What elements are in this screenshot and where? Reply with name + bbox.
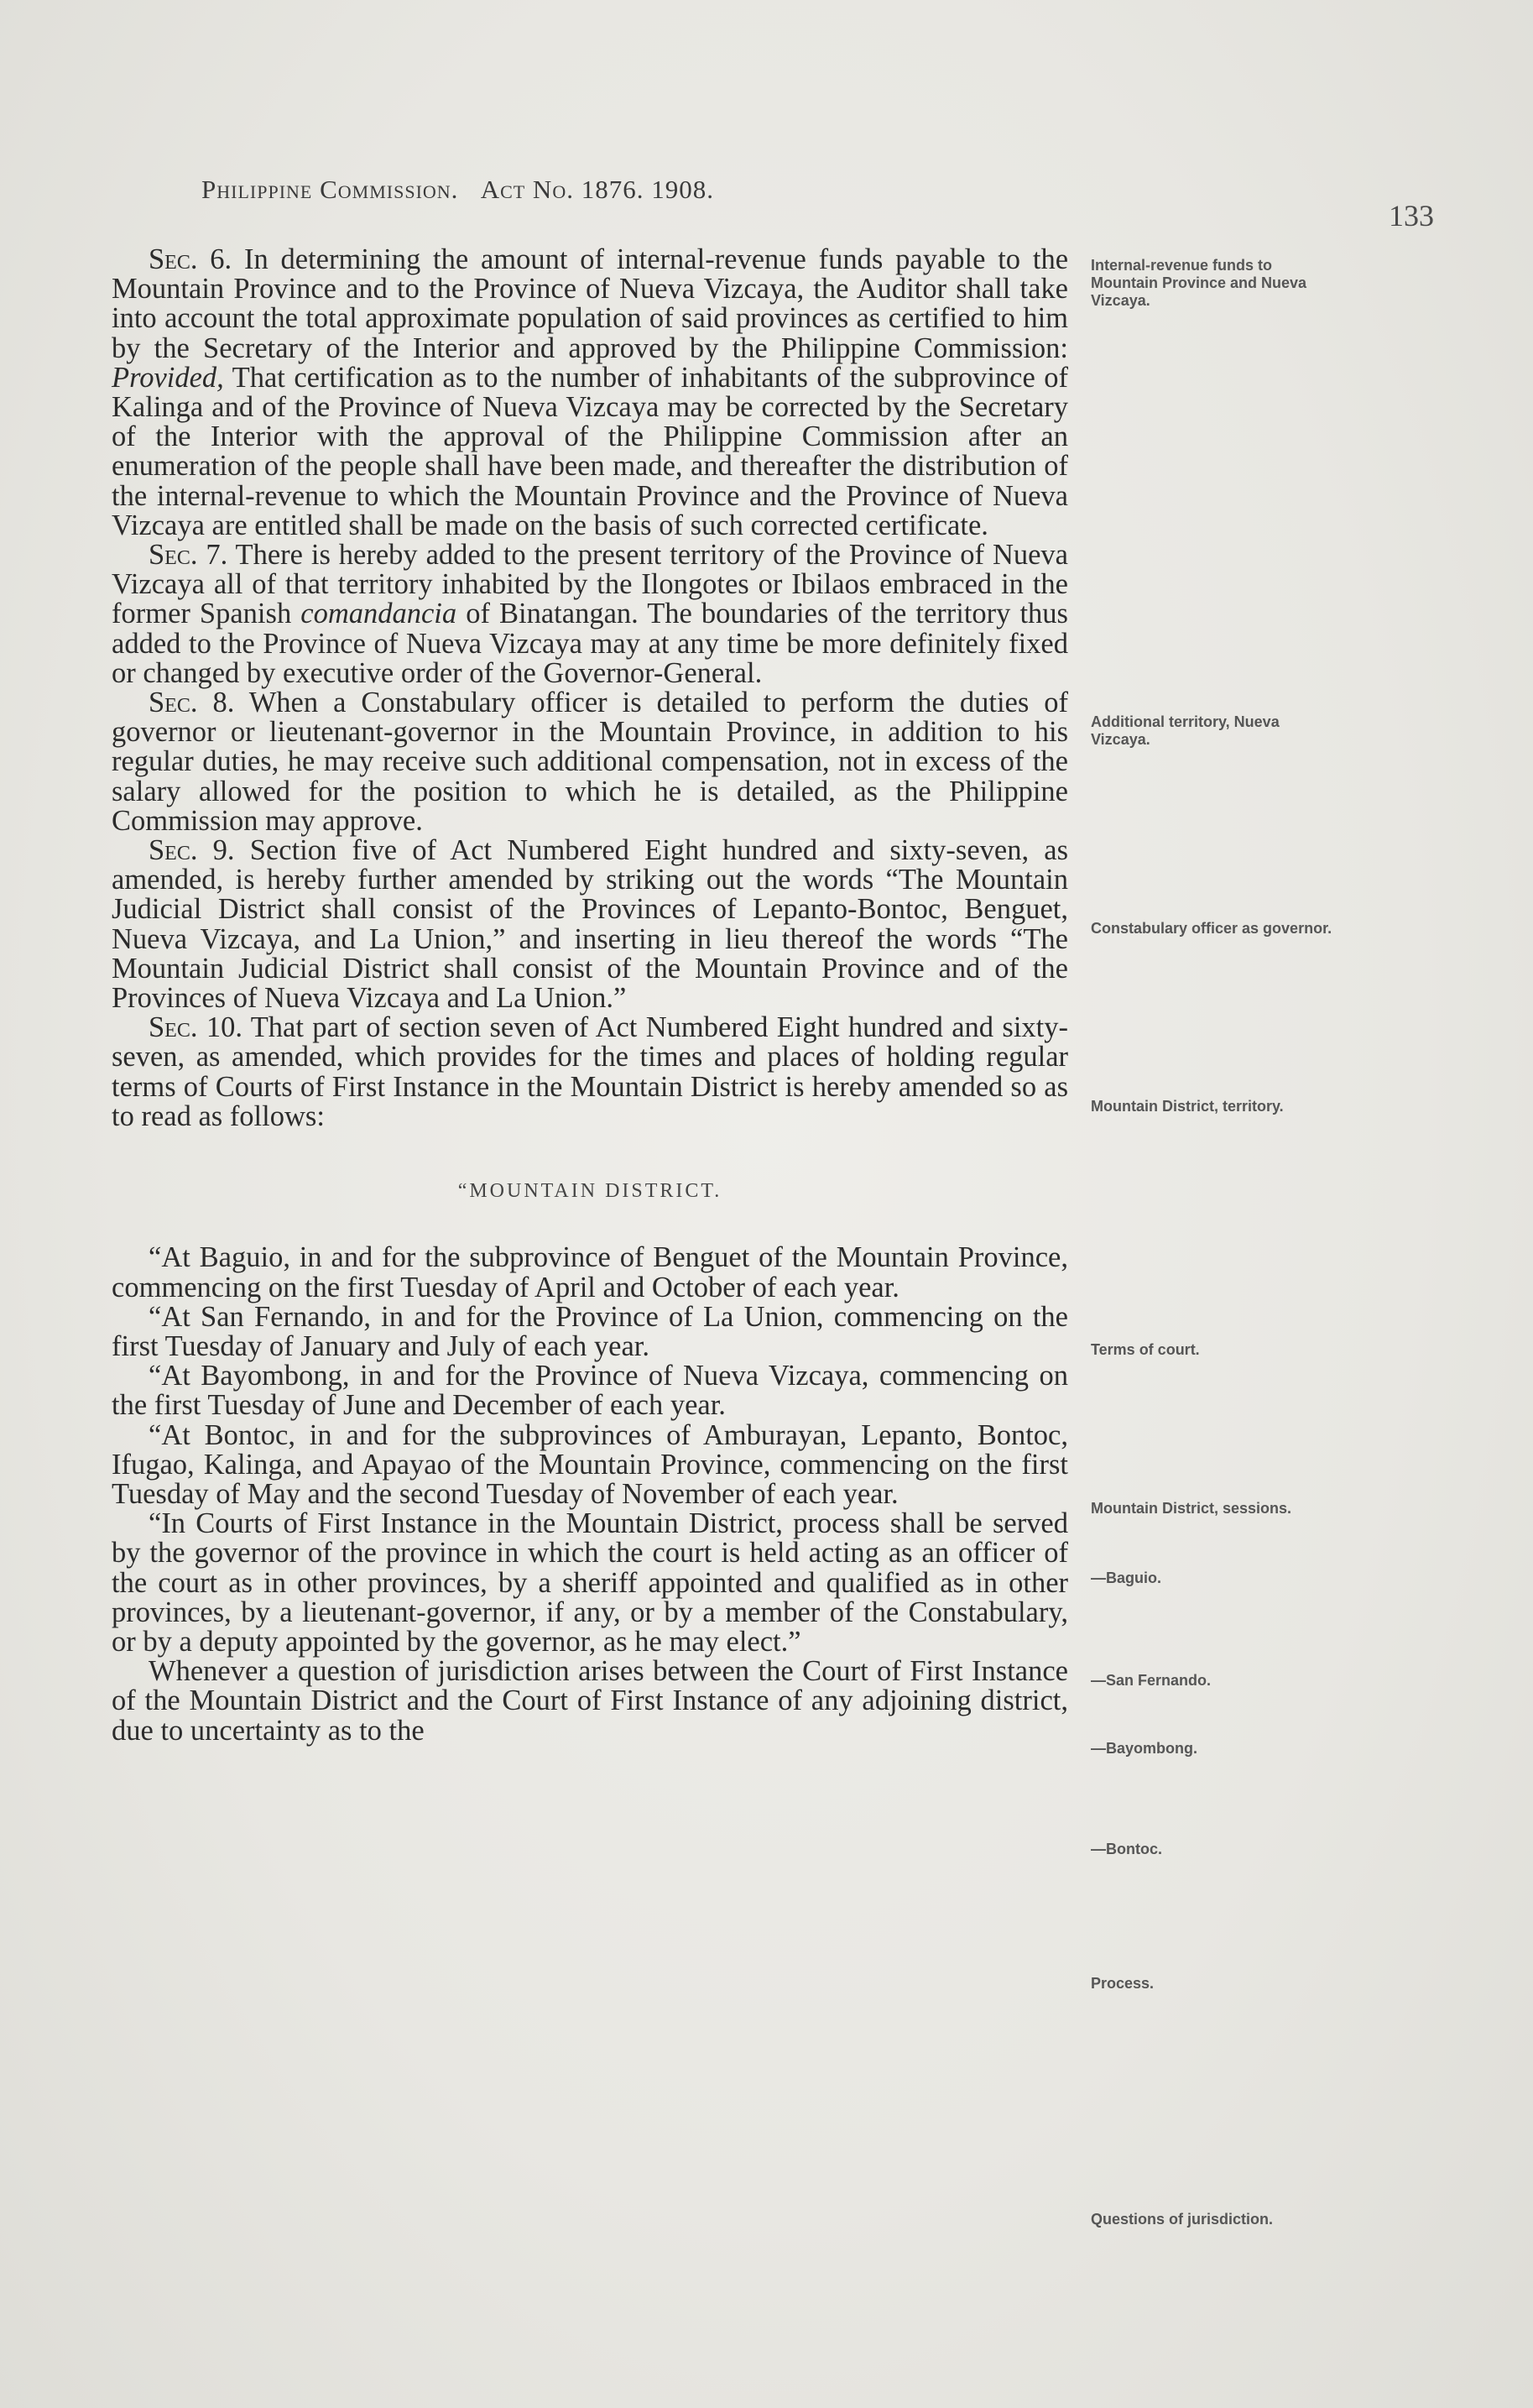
section-10 — [112, 1013, 1068, 1131]
act-number: Act No. 1876. 1908. — [480, 175, 714, 204]
section-label: Sec. 9. — [149, 834, 235, 867]
page-number: 133 — [1389, 199, 1434, 232]
bontoc-paragraph: “At Bontoc, in and for the subprovinces of Amburayan, Lepanto, Bontoc, Ifugao, Kalinga, and Apayao of the Mountain Province, commencing on the first Tuesday of May and the second Tuesday of November of each year. — [112, 1418, 1068, 1510]
margin-note-bontoc: —Bontoc. — [1091, 1841, 1162, 1857]
provided-proviso: Provided, — [112, 361, 224, 394]
section-text: That part of section seven of Act Numbered Eight hundred and sixty-seven, as amended, which provides for the times and places of holding regular terms of Courts of First Instance in the Mountain District is hereby amended so as to read as follows: — [112, 1011, 1068, 1132]
running-title: Philippine Commission. — [201, 175, 459, 204]
section-text: In determining the amount of internal-revenue funds payable to the Mountain Province and to the Province of Nueva Vizcaya, the Auditor shall take into account the total approximate population of said provinces as certified to him by the Secretary of the Interior and approved by the Philippine Commission: — [112, 243, 1069, 364]
process-paragraph: “In Courts of First Instance in the Mountain District, process shall be served by the governor of the province in which the court is held acting as an officer of the court as in other provinces, by a sheriff appointed and qualified as in other provinces, by a lieutenant-governor, if any, or by a member of the Constabulary, or by a deputy appointed by the governor, as he may elect.” — [112, 1507, 1068, 1658]
section-label: Sec. 6. — [149, 243, 232, 275]
section-text: Section five of Act Numbered Eight hundred and sixty-seven, as amended, is hereby further amended by striking out the words “The Mountain Judicial District shall consist of the Provinces of Lepanto-Bontoc, Benguet, Nueva Vizcaya, and La Union,” and inserting in lieu thereof the words “The Mountain Judicial District shall consist of the Mountain Province and of the Provinces of Nueva Vizcaya and La Union.” — [112, 834, 1069, 1015]
jurisdiction-paragraph: Whenever a question of jurisdiction arises between the Court of First Instance of the Mountain District and the Court of First Instance of any adjoining district, due to uncertainty as to the — [112, 1655, 1068, 1747]
margin-note-additional-territory: Additional territory, Nueva Vizcaya. — [1091, 713, 1280, 748]
section-8 — [112, 688, 1068, 836]
mountain-district-heading: “MOUNTAIN DISTRICT. — [457, 1180, 722, 1203]
comandancia-term: comandancia — [300, 598, 457, 630]
margin-note-mountain-territory: Mountain District, territory. — [1091, 1098, 1284, 1115]
section-text: There is hereby added to the present territory of the Province of Nueva Vizcaya all of that territory inhabited by the Ilongotes or Ibilaos embraced in the former Spanish — [112, 539, 1068, 630]
margin-note-san-fernando: —San Fernando. — [1091, 1672, 1212, 1689]
running-header — [201, 175, 714, 205]
margin-note-jurisdiction: Questions of jurisdiction. — [1091, 2211, 1274, 2228]
section-7 — [112, 541, 1068, 688]
section-6 — [112, 245, 1068, 541]
section-text: of Binatangan. The boundaries of the territory thus added to the Province of Nueva Vizcaya may at any time be more definitely fixed or changed by executive order of the Governor-General. — [112, 598, 1068, 689]
margin-note-internal-revenue: Internal-revenue funds to Mountain Province and Nueva Vizcaya. — [1091, 257, 1307, 309]
baguio-paragraph: “At Baguio, in and for the subprovince of Benguet of the Mountain Province, commencing on the first Tuesday of April and October of each year. — [112, 1241, 1068, 1303]
section-text: That certification as to the number of inhabitants of the subprovince of Kalinga and of the Province of Nueva Vizcaya may be corrected by the Secretary of the Interior with the approval of the Philippine Commission after an enumeration of the people shall have been made, and thereafter the distribution of the internal-revenue to which the Mountain Province and the Province of Nueva Vizcaya are entitled shall be made on the basis of such corrected certificate. — [112, 361, 1068, 541]
margin-note-sessions: Mountain District, sessions. — [1091, 1500, 1292, 1517]
margin-note-terms-of-court: Terms of court. — [1091, 1341, 1200, 1358]
san-fernando-paragraph: “At San Fernando, in and for the Province of La Union, commencing on the first Tuesday of January and July of each year. — [112, 1300, 1068, 1362]
section-label: Sec. 7. — [149, 539, 228, 572]
margin-note-process: Process. — [1091, 1975, 1155, 1992]
margin-note-bayombong: —Bayombong. — [1091, 1740, 1198, 1757]
margin-note-baguio: —Baguio. — [1091, 1570, 1161, 1586]
section-label: Sec. 10. — [149, 1011, 242, 1044]
section-text: When a Constabulary officer is detailed to perform the duties of governor or lieutenant-governor in the Mountain Province, in addition to his regular duties, he may receive such additional compensation, not in excess of the salary allowed for the position to which he is detailed, as the Philippine Commission may approve. — [112, 687, 1068, 837]
section-9 — [112, 836, 1068, 1013]
bayombong-paragraph: “At Bayombong, in and for the Province of Nueva Vizcaya, commencing on the first Tuesday of June and December of each year. — [112, 1360, 1068, 1422]
margin-note-constabulary: Constabulary officer as governor. — [1091, 920, 1332, 937]
main-text — [112, 245, 1068, 1746]
section-label: Sec. 8. — [149, 687, 235, 719]
